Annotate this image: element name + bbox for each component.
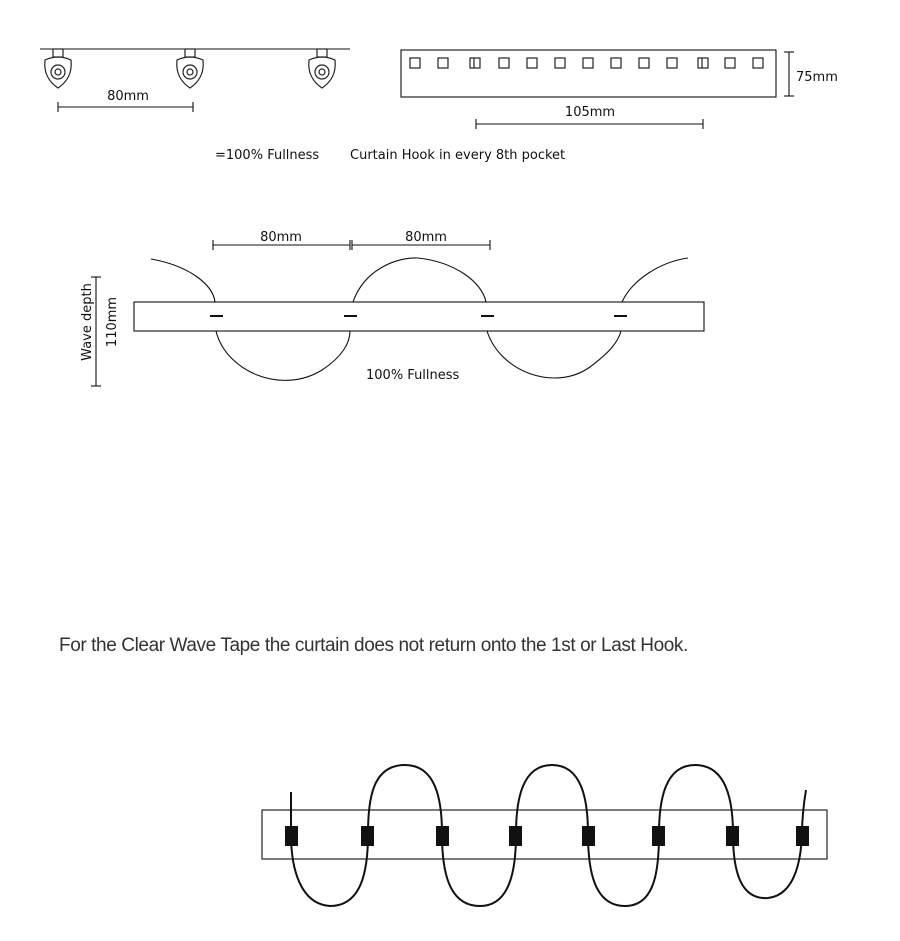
tape-height-label: 75mm [796,70,838,85]
glider-3 [309,49,335,88]
hook-block-7 [726,826,739,846]
track-gliders-diagram [40,49,350,112]
hook-block-8 [796,826,809,846]
hook-block-3 [436,826,449,846]
glider-1 [45,49,71,88]
tape-pockets-diagram [401,50,838,129]
wave-curve-front-1 [353,258,486,302]
tape-height-dimension [784,52,838,96]
wave-spacing-left-label: 80mm [260,230,302,245]
clear-wave-note: For the Clear Wave Tape the curtain does not return onto the 1st or Last Hook. [59,635,688,656]
wave-curve-back-2 [487,331,621,378]
hook-block-1 [285,826,298,846]
wave-spacing-right-dimension [352,230,490,250]
glider-spacing-dimension [58,89,193,112]
wave-spacing-right-label: 80mm [405,230,447,245]
pocket-row [410,58,763,68]
wave-spacing-left-dimension [213,230,350,250]
tape-width-label: 105mm [564,105,616,120]
glider-spacing-label: 80mm [107,89,149,104]
clear-wave-tape-strip [262,810,827,859]
wave-curve-right-tail [622,258,688,302]
hook-block-6 [652,826,665,846]
wave-depth-dimension [80,277,120,386]
hook-block-2 [361,826,374,846]
fullness-caption: =100% Fullness [215,148,320,163]
wave-profile-diagram [80,230,704,386]
hook-block-4 [509,826,522,846]
wave-fullness-label: 100% Fullness [366,368,460,383]
wave-depth-value: 110mm [105,296,120,348]
hook-block-5 [582,826,595,846]
clear-wave-tape-diagram [262,765,827,906]
glider-2 [177,49,203,88]
tape-width-dimension [476,105,703,129]
wave-depth-label: Wave depth [80,283,95,361]
wave-curve-left-tail [151,259,215,302]
wave-curve-back-1 [216,331,350,380]
tape-strip [401,50,776,97]
hook-caption: Curtain Hook in every 8th pocket [350,148,566,163]
